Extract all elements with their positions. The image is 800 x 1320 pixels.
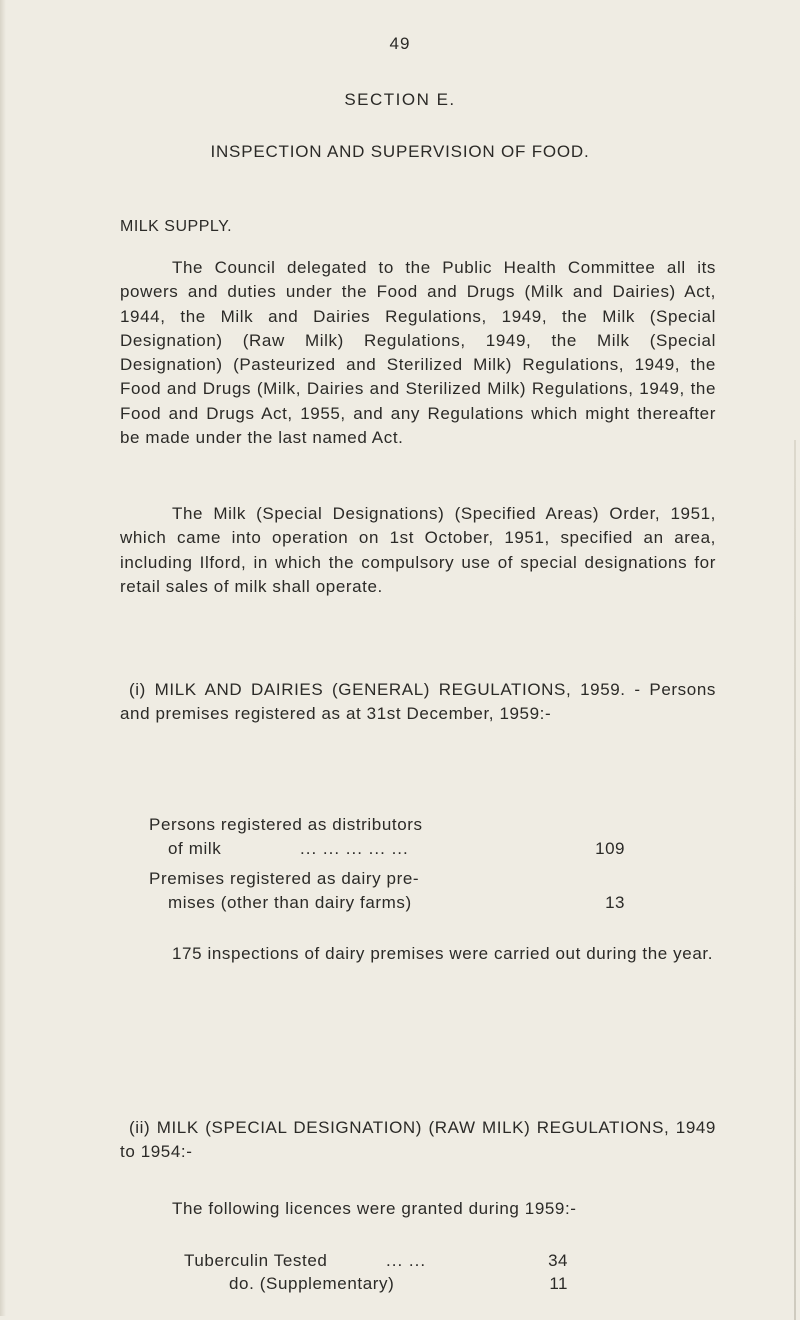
supplementary-count: 11 (549, 1274, 568, 1293)
tuberculin-tested-count: 34 (548, 1251, 568, 1270)
table-row-label: mises (other than dairy farms) (168, 893, 412, 912)
table-row-label: do. (Supplementary) (229, 1274, 395, 1293)
dairy-premises-count: 13 (605, 893, 625, 912)
page-edge-shadow (0, 0, 6, 1316)
leader-dots: ... ... (386, 1251, 427, 1270)
page-title: INSPECTION AND SUPERVISION OF FOOD. (210, 142, 590, 161)
leader-dots: ... ... ... ... ... (300, 839, 409, 858)
paragraph-inspections: 175 inspections of dairy premises were carried out during the year. (172, 944, 714, 963)
table-row-label: Premises registered as dairy pre- (149, 869, 420, 888)
paragraph-general-regulations: (i) MILK AND DAIRIES (GENERAL) REGULATIONS, 1959. - Persons and premises registered as at 31st December, 1959:- (120, 680, 716, 724)
table-row-label: Tuberculin Tested (184, 1251, 328, 1270)
paragraph-raw-milk-regulations: (ii) MILK (SPECIAL DESIGNATION) (RAW MILK) REGULATIONS, 1949 to 1954:- (120, 1118, 716, 1162)
table-row-label: of milk (168, 839, 222, 858)
section-heading: SECTION E. (344, 90, 456, 109)
page-crease (794, 440, 796, 1320)
table-row-label: Persons registered as distributors (149, 815, 423, 834)
paragraph-council-delegation: The Council delegated to the Public Health Committee all its powers and duties under the Food and Drugs (Milk and Dairies) Act, 1944, the Milk and Dairies Regulations, 1949, the Milk (Special Designation) (Raw Milk) Regulations, 1949, the Milk (Special Designation) (Pasteurized and Sterilized Milk) Regulations, 1949, the Food and Drugs (Milk, Dairies and Sterilized Milk) Regulations, 1949, the Food and Drugs Act, 1955, and any Regulations which might thereafter be made under the last named Act. (120, 258, 716, 448)
distributors-count: 109 (595, 839, 625, 858)
paragraph-specified-areas-order: The Milk (Special Designations) (Specified Areas) Order, 1951, which came into operation on 1st October, 1951, specified an area, including Ilford, in which the compulsory use of special designations for retail sales of milk shall operate. (120, 504, 716, 596)
page-number: 49 (389, 34, 411, 53)
milk-supply-heading: MILK SUPPLY. (120, 218, 233, 235)
paragraph-licences-granted: The following licences were granted during 1959:- (172, 1199, 577, 1218)
